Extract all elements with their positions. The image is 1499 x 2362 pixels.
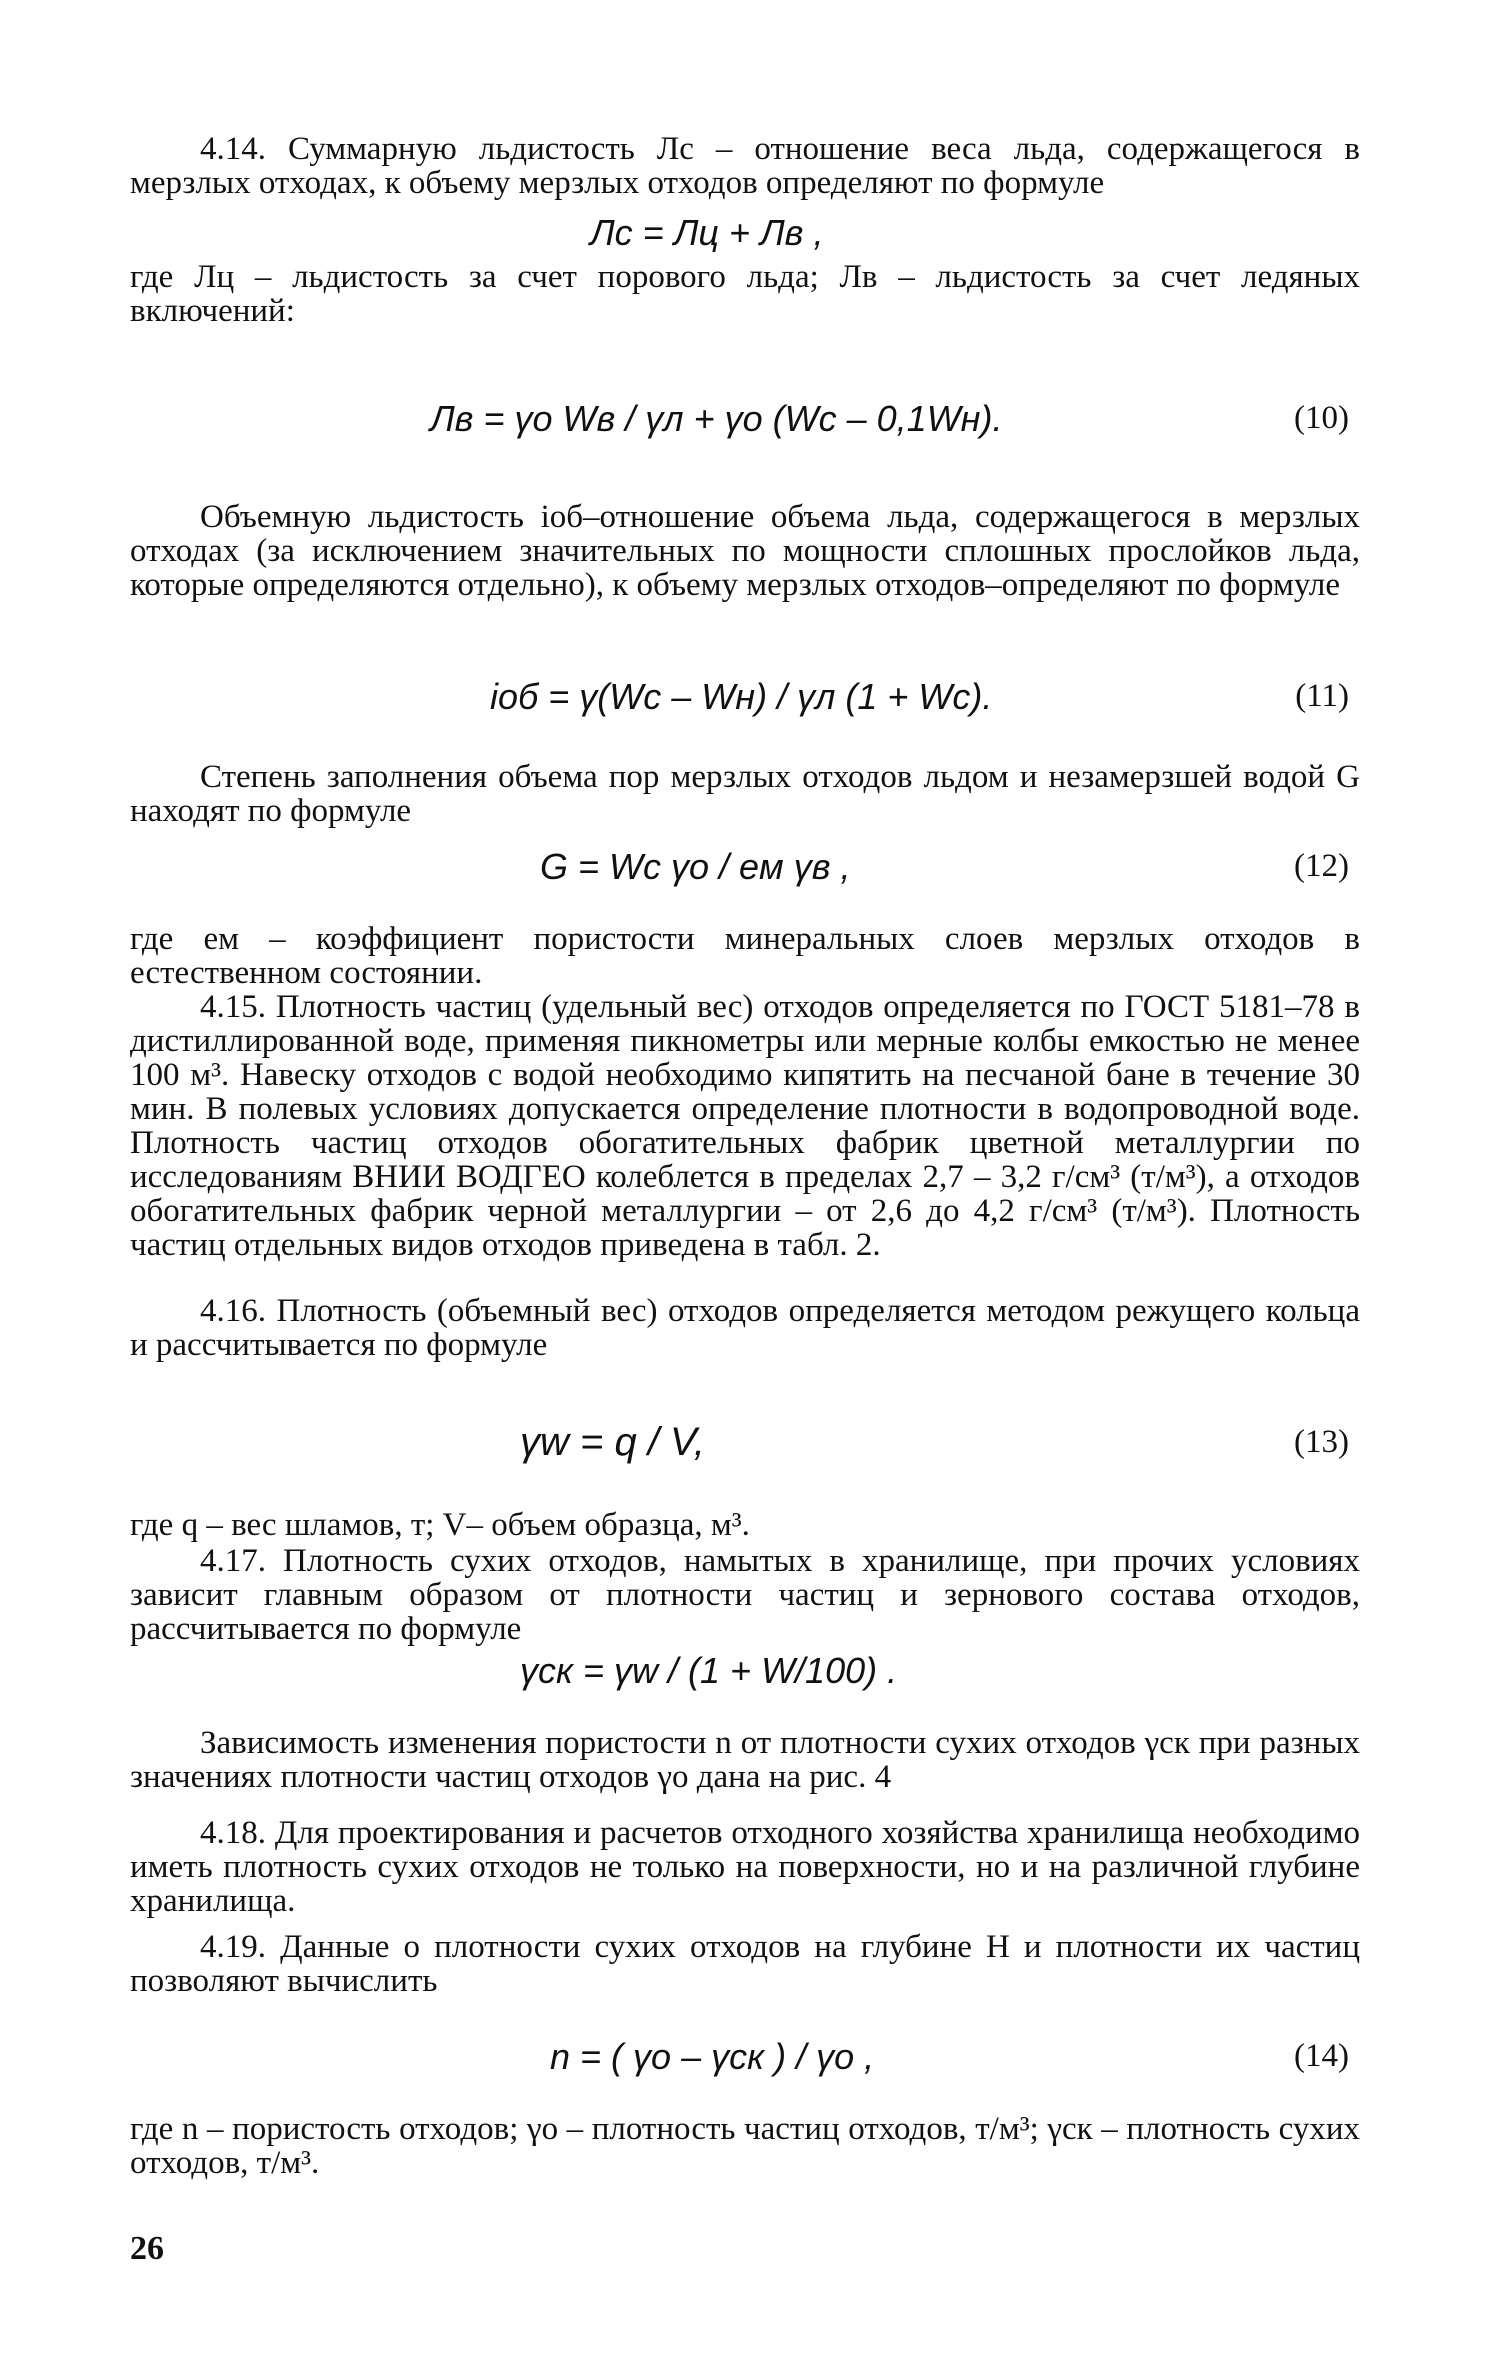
paragraph-ice-definitions: где Лц – льдистость за счет порового льда; Лв – льдистость за счет ледяных включений:: [130, 259, 1360, 329]
equation-number-14: (14): [1294, 2038, 1349, 2074]
page-number: 26: [130, 2230, 164, 2267]
paragraph-4-18: 4.18. Для проектирования и расчетов отходного хозяйства хранилища необходимо иметь плотность сухих отходов не только на поверхности, но и на различной глубине хранилища.: [130, 1815, 1360, 1919]
formula-11: iоб = γ(Wс – Wн) / γл (1 + Wс).: [490, 676, 993, 717]
formula-13: γw = q / V,: [520, 1420, 705, 1464]
paragraph-porosity-coefficient: где eм – коэффициент пористости минеральных слоев мерзлых отходов в естественном состоянии.: [130, 921, 1360, 991]
paragraph-weight-volume: где q – вес шламов, т; V– объем образца, м³.: [130, 1507, 750, 1543]
formula-14: n = ( γо – γск ) / γо ,: [550, 2036, 875, 2077]
paragraph-porosity-dependence: Зависимость изменения пористости n от плотности сухих отходов γск при разных значениях плотности частиц отходов γо дана на рис. 4: [130, 1725, 1360, 1795]
formula-10: Лв = γо Wв / γл + γо (Wс – 0,1Wн).: [430, 398, 1003, 439]
paragraph-pore-filling: Степень заполнения объема пор мерзлых отходов льдом и незамерзшей водой G находят по формуле: [130, 759, 1360, 829]
paragraph-volumetric-ice: Объемную льдистость iоб–отношение объема льда, содержащегося в мерзлых отходах (за исключением значительных по мощности сплошных прослойков льда, которые определяются отдельно), к объему мерзлых отходов–определяют по формуле: [130, 499, 1360, 603]
paragraph-porosity-definitions: где n – пористость отходов; γо – плотность частиц отходов, т/м³; γск – плотность сухих отходов, т/м³.: [130, 2111, 1360, 2181]
paragraph-4-19: 4.19. Данные о плотности сухих отходов на глубине H и плотности их частиц позволяют вычислить: [130, 1929, 1360, 1999]
paragraph-4-14: 4.14. Суммарную льдистость Лс – отношение веса льда, содержащегося в мерзлых отходах, к объему мерзлых отходов определяют по формуле: [130, 131, 1360, 201]
paragraph-4-15: 4.15. Плотность частиц (удельный вес) отходов определяется по ГОСТ 5181–78 в дистиллированной воде, применяя пикнометры или мерные колбы емкостью не менее 100 м³. Навеску отходов с водой необходимо кипятить на песчаной бане в течение 30 мин. В полевых условиях допускается определение плотности в водопроводной воде. Плотность частиц отходов обогатительных фабрик цветной металлургии по исследованиям ВНИИ ВОДГЕО колеблется в пределах 2,7 – 3,2 г/см³ (т/м³), а отходов обогатительных фабрик черной металлургии – от 2,6 до 4,2 г/см³ (т/м³). Плотность частиц отдельных видов отходов приведена в табл. 2.: [130, 989, 1360, 1263]
equation-number-11: (11): [1295, 678, 1349, 714]
formula-12: G = Wс γо / eм γв ,: [540, 846, 851, 887]
paragraph-4-16: 4.16. Плотность (объемный вес) отходов определяется методом режущего кольца и рассчитывается по формуле: [130, 1293, 1360, 1363]
equation-number-10: (10): [1294, 400, 1349, 436]
equation-number-12: (12): [1294, 848, 1349, 884]
formula-ice-total: Лс = Лц + Лв ,: [590, 212, 824, 253]
equation-number-13: (13): [1294, 1424, 1349, 1460]
formula-dry-density: γск = γw / (1 + W/100) .: [520, 1650, 898, 1691]
paragraph-4-17: 4.17. Плотность сухих отходов, намытых в хранилище, при прочих условиях зависит главным образом от плотности частиц и зернового состава отходов, рассчитывается по формуле: [130, 1543, 1360, 1647]
